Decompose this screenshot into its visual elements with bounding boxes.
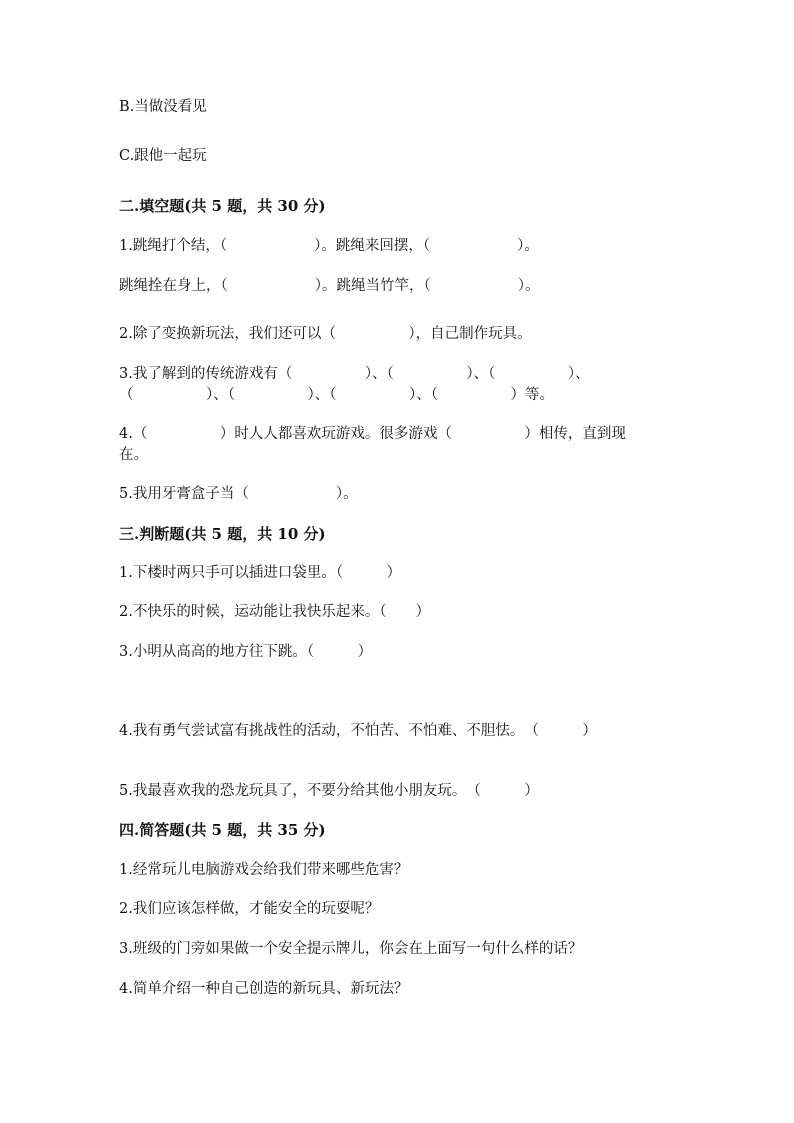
section-4-title: 四.简答题(共 5 题，共 35 分) [119,821,326,839]
judge-question-2: 2.不快乐的时候，运动能让我快乐起来。（ ） [119,604,431,620]
fill-question-1-line-2: 跳绳拴在身上，（ ）。跳绳当竹竿，（ ）。 [119,278,540,294]
fill-question-5: 5.我用牙膏盒子当（ ）。 [119,486,358,502]
judge-question-1: 1.下楼时两只手可以插进口袋里。（ ） [119,565,402,581]
option-c: C.跟他一起玩 [119,148,207,164]
judge-question-3: 3.小明从高高的地方往下跳。（ ） [119,644,373,660]
short-question-2: 2.我们应该怎样做，才能安全的玩耍呢？ [119,901,380,917]
fill-question-4-line-2: 在。 [119,447,148,463]
fill-question-2: 2.除了变换新玩法，我们还可以（ ），自己制作玩具。 [119,326,532,342]
short-question-4: 4.简单介绍一种自己创造的新玩具、新玩法？ [119,981,409,997]
judge-question-5: 5.我最喜欢我的恐龙玩具了，不要分给其他小朋友玩。 （ ） [119,783,539,799]
fill-question-1-line-1: 1.跳绳打个结，（ ）。跳绳来回摆，（ ）。 [119,238,539,254]
fill-question-3-line-1: 3.我了解到的传统游戏有（ ）、（ ）、（ ）、 [119,366,590,382]
fill-question-3-line-2: （ ）、（ ）、（ ）、（ ）等。 [119,387,554,403]
section-3-title: 三.判断题(共 5 题，共 10 分) [119,525,326,543]
short-question-1: 1.经常玩儿电脑游戏会给我们带来哪些危害？ [119,862,409,878]
option-b: B.当做没看见 [119,99,207,115]
judge-question-4: 4.我有勇气尝试富有挑战性的活动，不怕苦、不怕难、不胆怯。 （ ） [119,723,597,739]
fill-question-4-line-1: 4.（ ）时人人都喜欢玩游戏。很多游戏（ ）相传，直到现 [119,426,626,442]
short-question-3: 3.班级的门旁如果做一个安全提示牌儿，你会在上面写一句什么样的话？ [119,941,583,957]
section-2-title: 二.填空题(共 5 题，共 30 分) [119,197,326,215]
